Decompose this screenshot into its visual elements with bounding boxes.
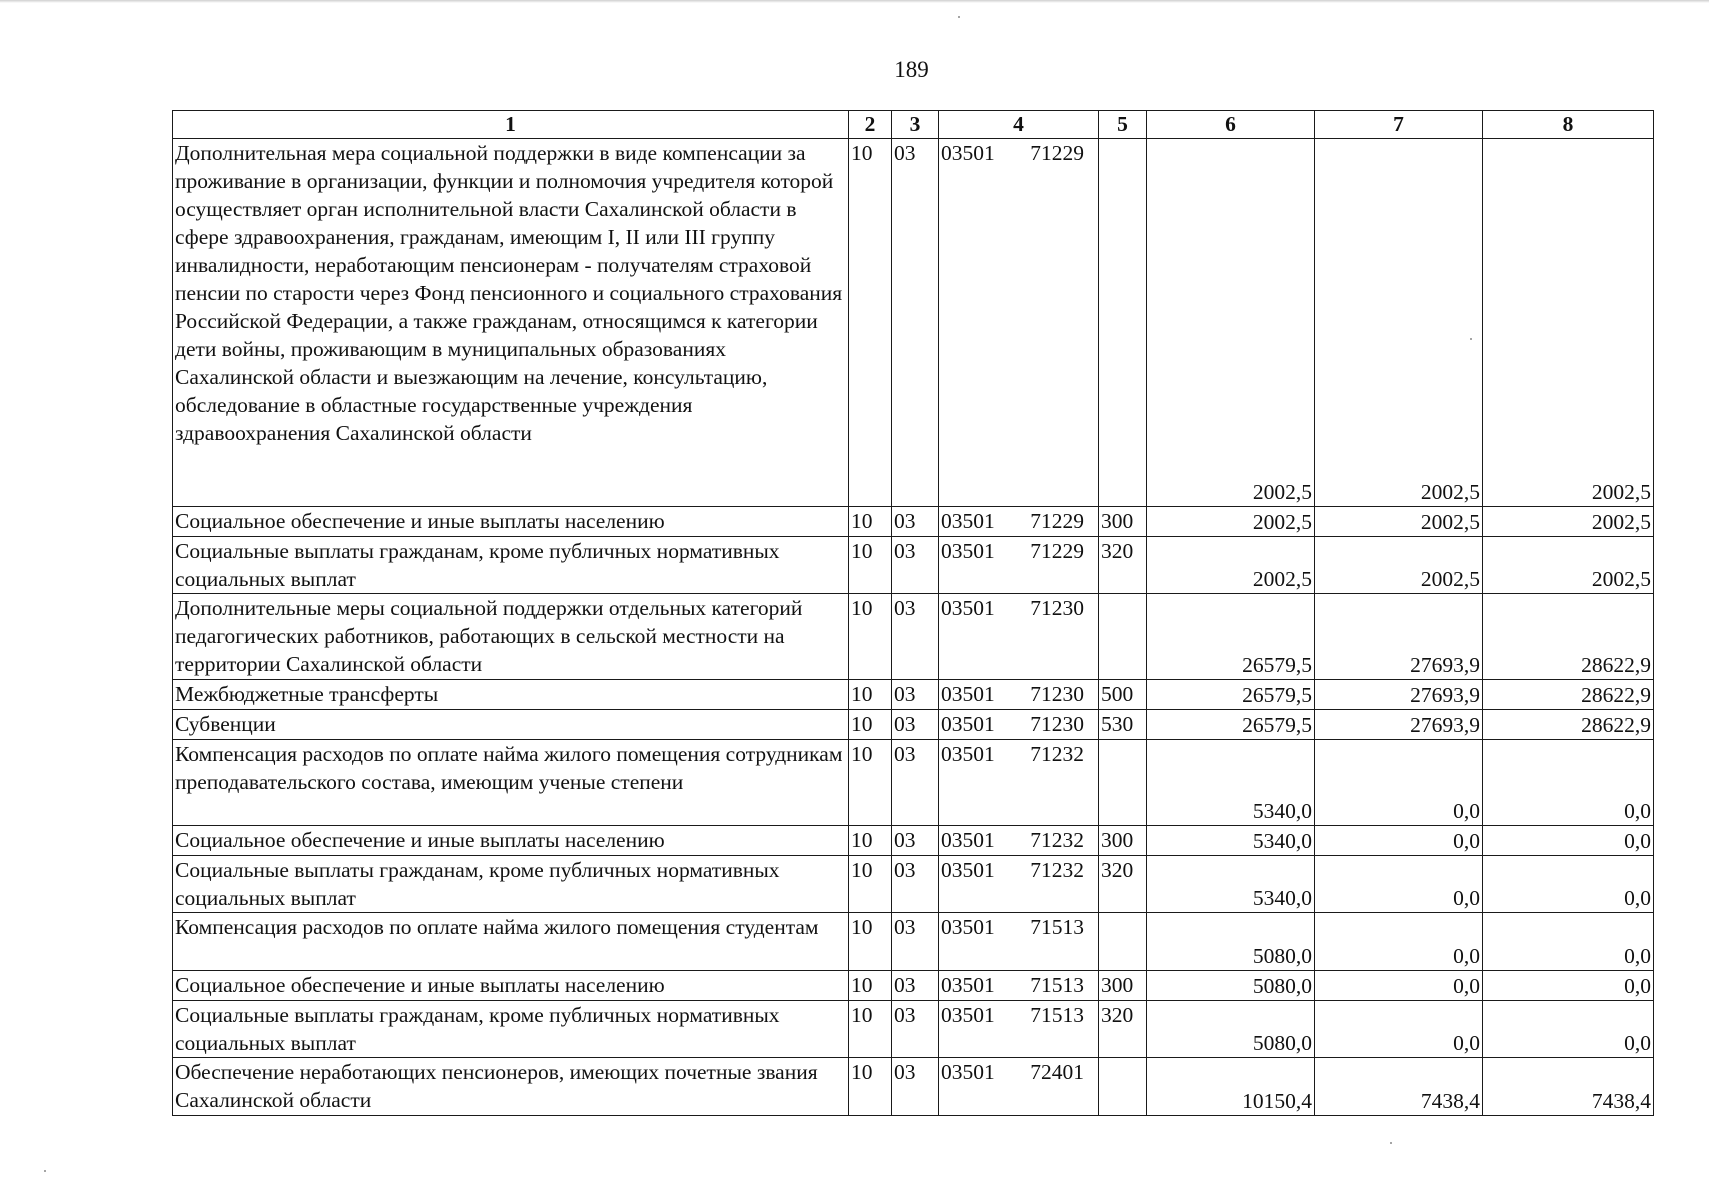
expense-type-code bbox=[1099, 1058, 1147, 1116]
target-article-parts bbox=[941, 1001, 1096, 1029]
program-code: 03501 bbox=[941, 596, 995, 620]
row-description: Социальное обеспечение и иные выплаты населению bbox=[173, 826, 849, 856]
table-row bbox=[173, 594, 1654, 680]
subsection-code: 03 bbox=[892, 740, 939, 826]
amount-year-3: 0,0 bbox=[1483, 1001, 1654, 1058]
amount-year-1: 5340,0 bbox=[1147, 826, 1315, 856]
amount-year-2: 0,0 bbox=[1315, 1001, 1483, 1058]
amount-year-3: 0,0 bbox=[1483, 826, 1654, 856]
amount-year-3: 2002,5 bbox=[1483, 507, 1654, 537]
amount-year-2: 0,0 bbox=[1315, 826, 1483, 856]
subsection-code: 03 bbox=[892, 507, 939, 537]
amount-year-2: 0,0 bbox=[1315, 971, 1483, 1001]
header-cell: 1 bbox=[173, 111, 849, 139]
target-article-code bbox=[939, 139, 1099, 507]
header-cell: 4 bbox=[939, 111, 1099, 139]
scan-speck bbox=[958, 16, 960, 18]
direction-code: 71232 bbox=[1030, 828, 1084, 852]
amount-year-3: 2002,5 bbox=[1483, 139, 1654, 507]
direction-code: 71230 bbox=[1030, 682, 1084, 706]
direction-code: 71229 bbox=[1030, 539, 1084, 563]
amount-year-2: 27693,9 bbox=[1315, 594, 1483, 680]
amount-year-3: 28622,9 bbox=[1483, 710, 1654, 740]
table-row bbox=[173, 971, 1654, 1001]
subsection-code: 03 bbox=[892, 1001, 939, 1058]
subsection-code: 03 bbox=[892, 537, 939, 594]
program-code: 03501 bbox=[941, 973, 995, 997]
program-code: 03501 bbox=[941, 682, 995, 706]
program-code: 03501 bbox=[941, 1003, 995, 1027]
target-article-code bbox=[939, 826, 1099, 856]
expense-type-code bbox=[1099, 913, 1147, 971]
row-description: Социальное обеспечение и иные выплаты населению bbox=[173, 971, 849, 1001]
amount-year-3: 28622,9 bbox=[1483, 680, 1654, 710]
amount-year-2: 2002,5 bbox=[1315, 139, 1483, 507]
target-article-code bbox=[939, 537, 1099, 594]
direction-code: 71513 bbox=[1030, 1003, 1084, 1027]
amount-year-2: 0,0 bbox=[1315, 913, 1483, 971]
expense-type-code: 500 bbox=[1099, 680, 1147, 710]
amount-year-2: 2002,5 bbox=[1315, 537, 1483, 594]
target-article-code bbox=[939, 594, 1099, 680]
section-code: 10 bbox=[849, 139, 892, 507]
target-article-parts bbox=[941, 826, 1096, 854]
target-article-parts bbox=[941, 680, 1096, 708]
target-article-parts bbox=[941, 1058, 1096, 1086]
section-code: 10 bbox=[849, 740, 892, 826]
expense-type-code bbox=[1099, 594, 1147, 680]
amount-year-2: 2002,5 bbox=[1315, 507, 1483, 537]
section-code: 10 bbox=[849, 507, 892, 537]
row-description: Социальные выплаты гражданам, кроме публичных нормативных социальных выплат bbox=[173, 537, 849, 594]
amount-year-2: 27693,9 bbox=[1315, 680, 1483, 710]
expense-type-code: 320 bbox=[1099, 537, 1147, 594]
amount-year-1: 5340,0 bbox=[1147, 740, 1315, 826]
section-code: 10 bbox=[849, 826, 892, 856]
expense-type-code bbox=[1099, 139, 1147, 507]
amount-year-2: 7438,4 bbox=[1315, 1058, 1483, 1116]
amount-year-1: 5080,0 bbox=[1147, 971, 1315, 1001]
amount-year-1: 26579,5 bbox=[1147, 594, 1315, 680]
scan-speck bbox=[1470, 338, 1472, 340]
section-code: 10 bbox=[849, 856, 892, 913]
table-row bbox=[173, 537, 1654, 594]
budget-table bbox=[172, 110, 1654, 1116]
table-row bbox=[173, 826, 1654, 856]
target-article-code bbox=[939, 710, 1099, 740]
row-description: Компенсация расходов по оплате найма жилого помещения сотрудникам преподавательского состава, имеющим ученые степени bbox=[173, 740, 849, 826]
target-article-code bbox=[939, 680, 1099, 710]
target-article-parts bbox=[941, 913, 1096, 941]
table-body bbox=[173, 111, 1654, 1116]
target-article-parts bbox=[941, 740, 1096, 768]
amount-year-1: 10150,4 bbox=[1147, 1058, 1315, 1116]
page-number: 189 bbox=[894, 57, 929, 82]
target-article-code bbox=[939, 856, 1099, 913]
section-code: 10 bbox=[849, 1001, 892, 1058]
header-cell: 5 bbox=[1099, 111, 1147, 139]
header-cell: 6 bbox=[1147, 111, 1315, 139]
row-description: Обеспечение неработающих пенсионеров, имеющих почетные звания Сахалинской области bbox=[173, 1058, 849, 1116]
direction-code: 72401 bbox=[1030, 1060, 1084, 1084]
program-code: 03501 bbox=[941, 742, 995, 766]
amount-year-3: 28622,9 bbox=[1483, 594, 1654, 680]
subsection-code: 03 bbox=[892, 680, 939, 710]
amount-year-1: 5340,0 bbox=[1147, 856, 1315, 913]
program-code: 03501 bbox=[941, 858, 995, 882]
amount-year-1: 5080,0 bbox=[1147, 1001, 1315, 1058]
row-description: Дополнительные меры социальной поддержки отдельных категорий педагогических работников, работающих в сельской местности на территории Сахалинской области bbox=[173, 594, 849, 680]
target-article-parts bbox=[941, 594, 1096, 622]
program-code: 03501 bbox=[941, 1060, 995, 1084]
target-article-parts bbox=[941, 507, 1096, 535]
scan-speck bbox=[1390, 1142, 1392, 1144]
subsection-code: 03 bbox=[892, 710, 939, 740]
row-description: Субвенции bbox=[173, 710, 849, 740]
expense-type-code bbox=[1099, 740, 1147, 826]
section-code: 10 bbox=[849, 971, 892, 1001]
table-row bbox=[173, 680, 1654, 710]
subsection-code: 03 bbox=[892, 971, 939, 1001]
section-code: 10 bbox=[849, 913, 892, 971]
amount-year-3: 0,0 bbox=[1483, 913, 1654, 971]
amount-year-3: 0,0 bbox=[1483, 856, 1654, 913]
amount-year-3: 2002,5 bbox=[1483, 537, 1654, 594]
expense-type-code: 300 bbox=[1099, 507, 1147, 537]
program-code: 03501 bbox=[941, 509, 995, 533]
subsection-code: 03 bbox=[892, 826, 939, 856]
program-code: 03501 bbox=[941, 915, 995, 939]
expense-type-code: 530 bbox=[1099, 710, 1147, 740]
table-row bbox=[173, 507, 1654, 537]
program-code: 03501 bbox=[941, 539, 995, 563]
amount-year-3: 0,0 bbox=[1483, 971, 1654, 1001]
direction-code: 71230 bbox=[1030, 712, 1084, 736]
expense-type-code: 320 bbox=[1099, 856, 1147, 913]
amount-year-1: 2002,5 bbox=[1147, 507, 1315, 537]
table-row bbox=[173, 710, 1654, 740]
subsection-code: 03 bbox=[892, 856, 939, 913]
table-row bbox=[173, 1001, 1654, 1058]
table-row bbox=[173, 856, 1654, 913]
section-code: 10 bbox=[849, 1058, 892, 1116]
program-code: 03501 bbox=[941, 712, 995, 736]
subsection-code: 03 bbox=[892, 139, 939, 507]
amount-year-2: 27693,9 bbox=[1315, 710, 1483, 740]
direction-code: 71513 bbox=[1030, 973, 1084, 997]
target-article-code bbox=[939, 913, 1099, 971]
table-row bbox=[173, 1058, 1654, 1116]
expense-type-code: 300 bbox=[1099, 826, 1147, 856]
subsection-code: 03 bbox=[892, 1058, 939, 1116]
table-row bbox=[173, 740, 1654, 826]
direction-code: 71232 bbox=[1030, 742, 1084, 766]
target-article-parts bbox=[941, 710, 1096, 738]
target-article-code bbox=[939, 507, 1099, 537]
target-article-parts bbox=[941, 537, 1096, 565]
program-code: 03501 bbox=[941, 141, 995, 165]
amount-year-1: 26579,5 bbox=[1147, 680, 1315, 710]
row-description: Компенсация расходов по оплате найма жилого помещения студентам bbox=[173, 913, 849, 971]
amount-year-1: 5080,0 bbox=[1147, 913, 1315, 971]
row-description: Социальные выплаты гражданам, кроме публичных нормативных социальных выплат bbox=[173, 1001, 849, 1058]
row-description: Социальное обеспечение и иные выплаты населению bbox=[173, 507, 849, 537]
header-row bbox=[173, 111, 1654, 139]
section-code: 10 bbox=[849, 537, 892, 594]
amount-year-1: 2002,5 bbox=[1147, 139, 1315, 507]
section-code: 10 bbox=[849, 594, 892, 680]
table-row bbox=[173, 139, 1654, 507]
program-code: 03501 bbox=[941, 828, 995, 852]
header-cell: 7 bbox=[1315, 111, 1483, 139]
header-cell: 2 bbox=[849, 111, 892, 139]
expense-type-code: 320 bbox=[1099, 1001, 1147, 1058]
header-cell: 8 bbox=[1483, 111, 1654, 139]
section-code: 10 bbox=[849, 680, 892, 710]
section-code: 10 bbox=[849, 710, 892, 740]
subsection-code: 03 bbox=[892, 913, 939, 971]
target-article-parts bbox=[941, 139, 1096, 167]
subsection-code: 03 bbox=[892, 594, 939, 680]
row-description: Межбюджетные трансферты bbox=[173, 680, 849, 710]
direction-code: 71232 bbox=[1030, 858, 1084, 882]
target-article-parts bbox=[941, 971, 1096, 999]
amount-year-3: 0,0 bbox=[1483, 740, 1654, 826]
expense-type-code: 300 bbox=[1099, 971, 1147, 1001]
table-row bbox=[173, 913, 1654, 971]
target-article-code bbox=[939, 971, 1099, 1001]
scan-speck bbox=[44, 1170, 46, 1172]
scan-edge bbox=[0, 0, 1709, 3]
row-description: Социальные выплаты гражданам, кроме публичных нормативных социальных выплат bbox=[173, 856, 849, 913]
target-article-code bbox=[939, 1001, 1099, 1058]
target-article-code bbox=[939, 740, 1099, 826]
target-article-parts bbox=[941, 856, 1096, 884]
amount-year-1: 2002,5 bbox=[1147, 537, 1315, 594]
amount-year-3: 7438,4 bbox=[1483, 1058, 1654, 1116]
amount-year-1: 26579,5 bbox=[1147, 710, 1315, 740]
amount-year-2: 0,0 bbox=[1315, 740, 1483, 826]
target-article-code bbox=[939, 1058, 1099, 1116]
direction-code: 71513 bbox=[1030, 915, 1084, 939]
direction-code: 71230 bbox=[1030, 596, 1084, 620]
row-description: Дополнительная мера социальной поддержки в виде компенсации за проживание в организации, функции и полномочия учредителя которой осуществляет орган исполнительной власти Сахалинской области в сфере здравоохранения, гражданам, имеющим I, II или III группу инвалидности, неработающим пенсионерам - получателям страховой пенсии по старости через Фонд пенсионного и социального страхования Российской Федерации, а также гражданам, относящимся к категории дети войны, проживающим в муниципальных образованиях Сахалинской области и выезжающим на лечение, консультацию, обследование в областные государственные учреждения здравоохранения Сахалинской области bbox=[173, 139, 849, 507]
direction-code: 71229 bbox=[1030, 141, 1084, 165]
amount-year-2: 0,0 bbox=[1315, 856, 1483, 913]
header-cell: 3 bbox=[892, 111, 939, 139]
direction-code: 71229 bbox=[1030, 509, 1084, 533]
